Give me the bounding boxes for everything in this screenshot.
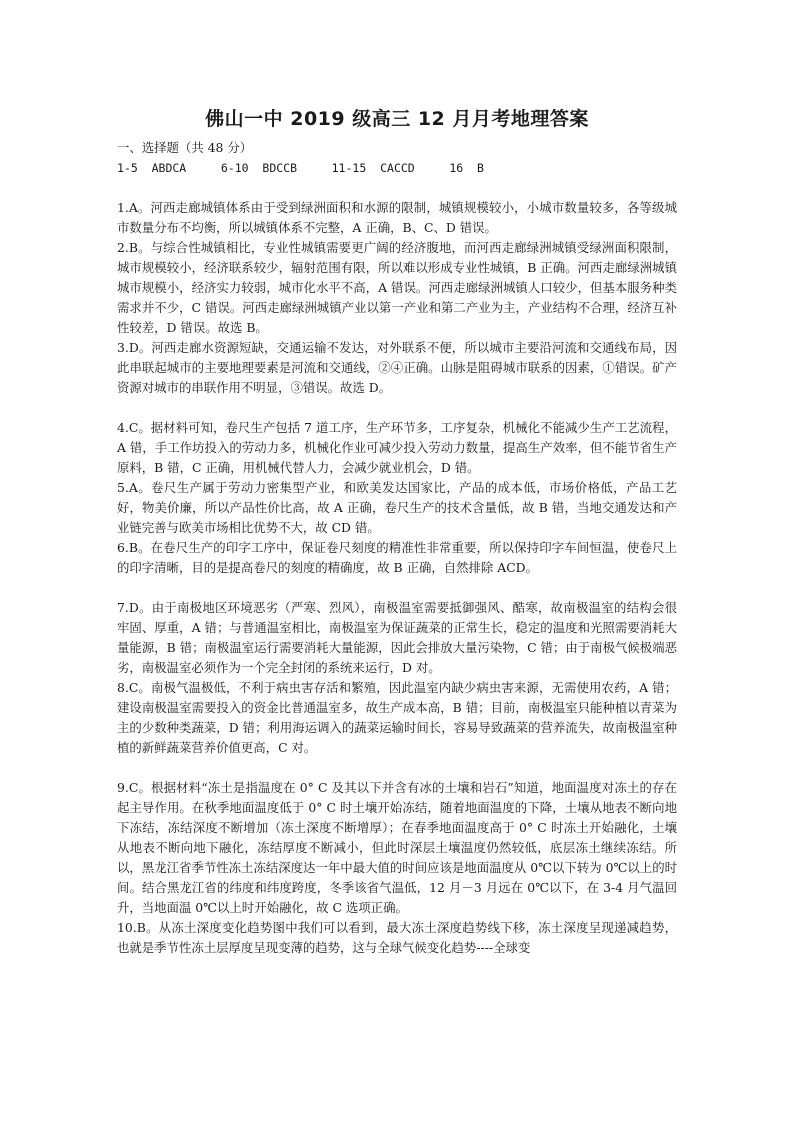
answer-paragraph-8: 8.C。南极气温极低，不利于病虫害存活和繁殖，因此温室内缺少病虫害来源，无需使用农药，A 错；建设南极温室需要投入的资金比普通温室多，故生产成本高，B 错；目前，南极温室只能种植以青菜为主的少数种类蔬菜，D 错；利用海运调入的蔬菜运输时间长，容易导致蔬菜的营养流失，故南极温室种植的新鲜蔬菜营养价值更高，C 对。 [117, 680, 677, 755]
answer-paragraph-10: 10.B。从冻土深度变化趋势图中我们可以看到，最大冻土深度趋势线下移，冻土深度呈现递减趋势，也就是季节性冻土层厚度呈现变薄的趋势，这与全球气候变化趋势----全球变 [117, 920, 677, 955]
answer-paragraph-2: 2.B。与综合性城镇相比，专业性城镇需要更广阔的经济腹地，而河西走廊绿洲城镇受绿洲面积限制，城市规模较小，经济联系较少，辐射范围有限，所以难以形成专业性城镇，B 正确。河西走廊绿洲城镇城市规模小，经济实力较弱，城市化水平不高，A 错误。河西走廊绿洲城镇人口较少，但基本服务种类需求并不少，C 错误。河西走廊绿洲城镇产业以第一产业和第二产业为主，产业结构不合理，经济互补性较差，D 错误。故选 B。 [117, 240, 677, 335]
document-body [117, 138, 677, 958]
answer-paragraph-7: 7.D。由于南极地区环境恶劣（严寒、烈风），南极温室需要抵御强风、酷寒，故南极温室的结构会很牢固、厚重，A 错；与普通温室相比，南极温室为保证蔬菜的正常生长，稳定的温度和光照需要消耗大量能源，B 错；南极温室运行需要消耗大量能源，因此会排放大量污染物，C 错；由于南极气候极端恶劣，南极温室必须作为一个完全封闭的系统来运行，D 对。 [117, 600, 677, 675]
answer-paragraph-4: 4.C。据材料可知，卷尺生产包括 7 道工序，生产环节多，工序复杂，机械化不能减少生产工艺流程，A 错，手工作坊投入的劳动力多，机械化作业可减少投入劳动力数量，提高生产效率，但不能节省生产原料，B 错，C 正确，用机械代替人力，会减少就业机会，D 错。 [117, 420, 677, 475]
spacer [117, 578, 677, 598]
answer-paragraph-5: 5.A。卷尺生产属于劳动力密集型产业，和欧美发达国家比，产品的成本低，市场价格低，产品工艺好，物美价廉，所以产品性价比高，故 A 正确，卷尺生产的技术含量低，故 B 错，当地交通发达和产业链完善与欧美市场相比优势不大，故 CD 错。 [117, 480, 677, 535]
answer-paragraph-3: 3.D。河西走廊水资源短缺，交通运输不发达，对外联系不便，所以城市主要沿河流和交通线布局，因此串联起城市的主要地理要素是河流和交通线，②④正确。山脉是阻碍城市联系的因素，①错误。矿产资源对城市的串联作用不明显，③错误。故选 D。 [117, 340, 677, 395]
spacer [117, 398, 677, 418]
answer-key: 1-5 ABDCA 6-10 BDCCB 11-15 CACCD 16 B [117, 161, 484, 175]
answer-paragraph-9: 9.C。根据材料“冻土是指温度在 0° C 及其以下并含有冰的土壤和岩石”知道，地面温度对冻土的存在起主导作用。在秋季地面温度低于 0° C 时土壤开始冻结，随着地面温度的下降，土壤从地表不断向地下冻结，冻结深度不断增加（冻土深度不断增厚）；在春季地面温度高于 0° C 时冻土开始融化，土壤从地表不断向地下融化，冻结厚度不断减小，但此时深层土壤温度仍然较低，底层冻土继续冻结。所以，黑龙江省季节性冻土冻结深度达一年中最大值的时间应该是地面温度从 0℃以下转为 0℃以上的时间。结合黑龙江省的纬度和纬度跨度，冬季该省气温低，12 月－3 月远在 0℃以下，在 3-4 月气温回升，当地面温 0℃以上时开始融化，故 C 选项正确。 [117, 780, 677, 915]
section-heading: 一、选择题（共 48 分） [117, 140, 253, 155]
answer-paragraph-1: 1.A。河西走廊城镇体系由于受到绿洲面积和水源的限制，城镇规模较小，小城市数量较多，各等级城市数量分布不均衡，所以城镇体系不完整，A 正确，B、C、D 错误。 [117, 200, 677, 235]
document-title: 佛山一中 2019 级高三 12 月月考地理答案 [205, 108, 589, 130]
spacer [117, 178, 677, 198]
spacer [117, 758, 677, 778]
answer-paragraph-6: 6.B。在卷尺生产的印字工序中，保证卷尺刻度的精准性非常重要，所以保持印字车间恒温，使卷尺上的印字清晰，目的是提高卷尺的刻度的精确度，故 B 正确，自然排除 ACD。 [117, 540, 677, 575]
